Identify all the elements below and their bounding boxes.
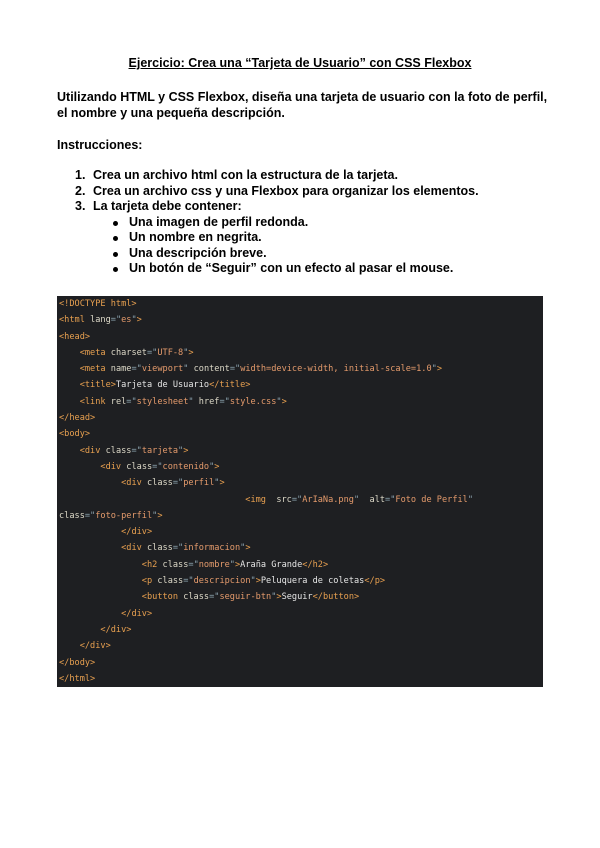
bullet-text: Un botón de “Seguir” con un efecto al pasar el mouse. <box>129 261 454 275</box>
code-descripcion: Peluquera de coletas <box>260 576 365 587</box>
code-line: </div> <box>121 527 153 538</box>
code-viewport: width=device-width, initial-scale=1.0 <box>240 364 432 375</box>
bullet-item <box>57 261 557 277</box>
code-class-descripcion: descripcion <box>193 576 251 587</box>
code-line: </div> <box>100 624 132 635</box>
code-class-foto: foto-perfil <box>95 510 153 521</box>
code-line: <head> <box>59 331 91 342</box>
code-class-tarjeta: tarjeta <box>141 445 179 456</box>
exercise-title: Ejercicio: Crea una “Tarjeta de Usuario” con CSS Flexbox <box>128 56 472 70</box>
code-line: <title>Tarjeta de Usuario</title> <box>79 380 251 391</box>
code-line: <div class="informacion"> <box>121 543 251 554</box>
code-line: <button class="seguir-btn">Seguir</button> <box>141 592 360 603</box>
bullet-item <box>57 215 557 231</box>
step-number: 3. <box>75 199 86 213</box>
code-class-btn: seguir-btn <box>219 592 272 603</box>
code-line: </head> <box>59 413 96 424</box>
bullet-text: Un nombre en negrita. <box>129 230 262 244</box>
code-class-informacion: informacion <box>183 543 241 554</box>
step-number: 1. <box>75 168 86 182</box>
step-text: Crea un archivo css y una Flexbox para organizar los elementos. <box>93 183 479 198</box>
instructions-list <box>57 168 557 277</box>
code-block <box>57 296 543 687</box>
code-btn-text: Seguir <box>281 592 313 603</box>
code-stylesheet: style.css <box>229 396 277 407</box>
code-nombre: Araña Grande <box>240 559 303 570</box>
code-lang: es <box>121 315 132 326</box>
code-class-contenido: contenido <box>162 461 210 472</box>
step-text: Crea un archivo html con la estructura de la tarjeta. <box>93 168 398 182</box>
code-line: <div class="perfil"> <box>121 478 225 489</box>
bullet-item <box>57 246 557 262</box>
code-line: <h2 class="nombre">Araña Grande</h2> <box>141 559 329 570</box>
code-line: </body> <box>59 657 96 668</box>
step-text: La tarjeta debe contener: <box>93 199 242 213</box>
code-charset: UTF-8 <box>157 347 184 358</box>
code-img-src: ArIaNa.png <box>302 494 354 505</box>
code-line: <meta name="viewport" content="width=device-width, initial-scale=1.0"> <box>79 364 442 375</box>
code-line: <div class="contenido"> <box>100 461 220 472</box>
step-item <box>57 199 557 215</box>
code-line: </div> <box>79 641 111 652</box>
bullet-dot-icon <box>113 221 118 226</box>
instructions-heading: Instrucciones: <box>57 138 143 152</box>
code-line: <body> <box>59 429 91 440</box>
code-doctype: <!DOCTYPE html> <box>59 299 137 309</box>
step-item <box>57 184 557 200</box>
bullet-dot-icon <box>113 236 118 241</box>
code-line: <link rel="stylesheet" href="style.css"> <box>79 396 287 407</box>
step-item <box>57 168 557 184</box>
code-class-perfil: perfil <box>183 478 215 489</box>
step-number: 2. <box>75 183 86 198</box>
code-line: <div class="tarjeta"> <box>79 445 189 456</box>
code-line: class="foto-perfil"> <box>59 510 163 521</box>
code-line: <meta charset="UTF-8"> <box>79 347 194 358</box>
bullet-dot-icon <box>113 267 118 272</box>
bullet-text: Una descripción breve. <box>129 245 267 260</box>
bullet-item <box>57 230 557 246</box>
code-class-nombre: nombre <box>198 559 230 570</box>
bullet-text: Una imagen de perfil redonda. <box>129 214 309 229</box>
code-img-alt: Foto de Perfil <box>395 494 468 505</box>
code-line: <html lang="es"> <box>59 315 142 326</box>
code-line: </div> <box>121 608 153 619</box>
code-line: <img src="ArIaNa.png" alt="Foto de Perfil" <box>245 494 474 505</box>
code-page-title: Tarjeta de Usuario <box>115 380 210 391</box>
code-line: <p class="descripcion">Peluquera de coletas</p> <box>141 576 386 587</box>
code-line: </html> <box>59 673 96 684</box>
code-line <box>57 296 543 312</box>
exercise-intro: Utilizando HTML y CSS Flexbox, diseña una tarjeta de usuario con la foto de perfil, el nombre y una pequeña descripción. <box>57 90 548 120</box>
bullet-dot-icon <box>113 252 118 257</box>
